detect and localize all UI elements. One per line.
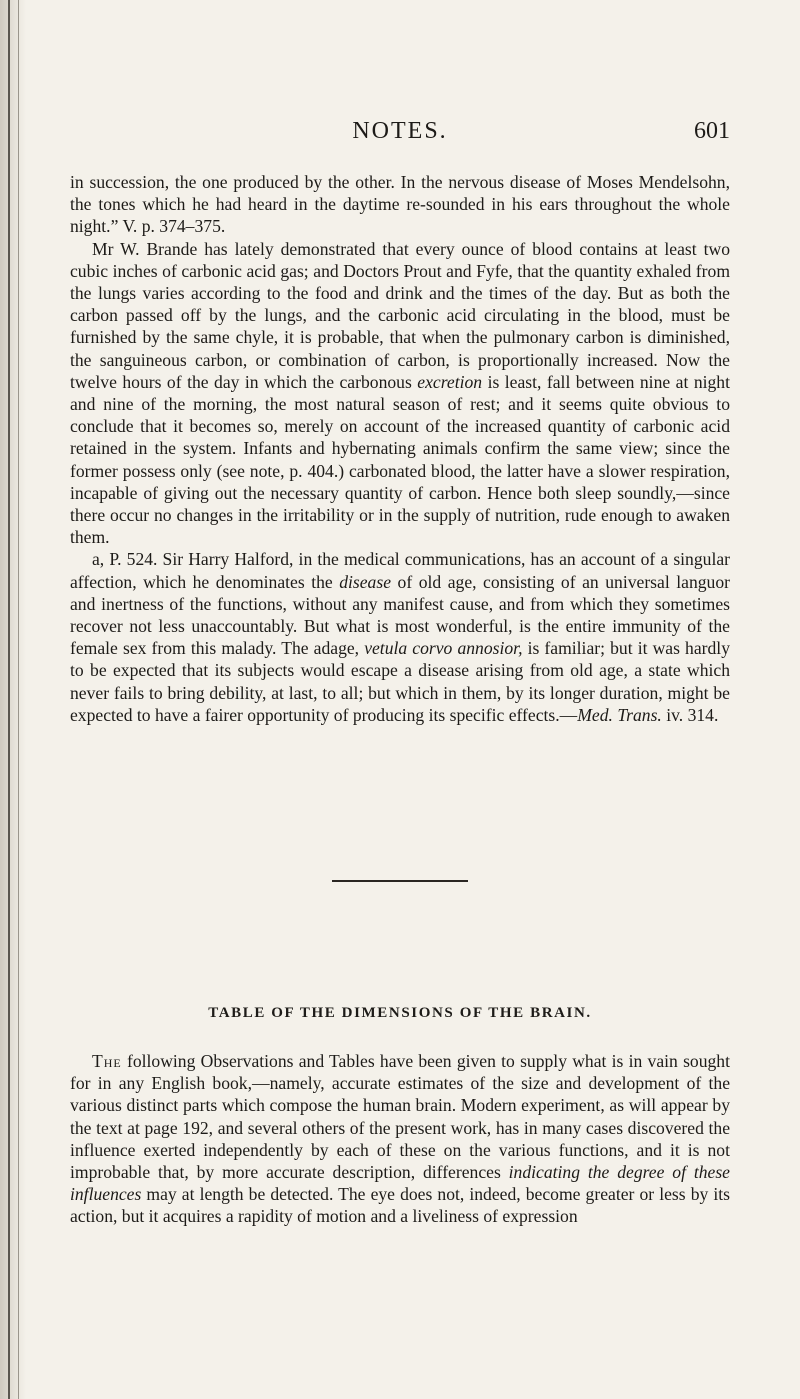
note-citation: Med. Trans. bbox=[577, 704, 662, 725]
section-divider bbox=[332, 880, 468, 882]
running-title: NOTES. bbox=[352, 118, 448, 144]
note-emphasis: excretion bbox=[417, 371, 483, 392]
binding-edge-line bbox=[8, 0, 10, 1399]
note-emphasis: disease bbox=[339, 571, 392, 592]
note-text: iv. 314. bbox=[661, 704, 719, 725]
note-paragraph-continued: in succession, the one produced by the other. In the nervous disease of Moses Mendelsohn, the tones which he had heard in the daytime re-sounded in his ears throughout the whole night.” V. p. 374–375. bbox=[70, 172, 730, 237]
section-paragraph bbox=[70, 1050, 730, 1228]
note-text: is least, fall between nine at night and nine of the morning, the most natural season of rest; and it seems quite obvious to conclude that it becomes so, merely on account of the increased quantity of carbonic acid retained in the system. Infants and hybernating animals confirm the same view; since the former possess only (see note, p. 404.) carbonated blood, the latter have a slower respiration, incapable of giving out the necessary quantity of carbon. Hence both sleep soundly,—since there occur no changes in the irritability or in the supply of nutrition, rude enough to awaken them. bbox=[70, 371, 730, 548]
page-header bbox=[70, 118, 730, 148]
section-text: following Observations and Tables have been given to supply what is in vain sought for in any English book,—namely, accurate estimates of the size and development of the various distinct parts which compose the human brain. Modern experiment, as will appear by the text at page 192, and several others of the present work, has in many cases discovered the influence exerted independently by each of these on the various functions, and it is not improbable that, by more accurate description, differences bbox=[70, 1051, 730, 1183]
section-lead-word: The bbox=[92, 1051, 122, 1071]
notes-body bbox=[70, 171, 730, 726]
section-text: may at length be detected. The eye does not, indeed, become greater or less by its action, but it acquires a rapidity of motion and a liveliness of expression bbox=[70, 1184, 730, 1227]
section-emphasis: indicating the degree of these influences bbox=[70, 1162, 730, 1205]
note-text: a, P. 524. Sir Harry Halford, in the medical communications, has an account of a singular affection, which he denominates the bbox=[70, 549, 730, 592]
page-binding-shadow bbox=[0, 0, 26, 1399]
note-paragraph-halford bbox=[70, 548, 730, 726]
note-paragraph-brande bbox=[70, 238, 730, 549]
section-body bbox=[70, 1050, 730, 1228]
note-text: of old age, consisting of an universal languor and inertness of the functions, without any manifest cause, and from which they sometimes recover not less unaccountably. But what is most wonderful, is the entire immunity of the female sex from this malady. The adage, bbox=[70, 571, 730, 659]
section-heading: TABLE OF THE DIMENSIONS OF THE BRAIN. bbox=[208, 1005, 592, 1021]
note-text: Mr W. Brande has lately demonstrated that every ounce of blood contains at least two cubic inches of carbonic acid gas; and Doctors Prout and Fyfe, that the quantity exhaled from the lungs varies according to the food and drink and the times of the day. But as both the carbon passed off by the lungs, and the carbonic acid circulating in the blood, must be furnished by the same chyle, it is probable, that when the pulmonary carbon is diminished, the sanguineous carbon, or combination of carbon, is proportionally increased. Now the twelve hours of the day in which the carbonous bbox=[70, 238, 730, 392]
page-number: 601 bbox=[694, 118, 730, 144]
note-emphasis: vetula corvo annosior, bbox=[364, 638, 523, 659]
binding-edge-line-secondary bbox=[18, 0, 19, 1399]
note-text: is familiar; but it was hardly to be expected that its subjects would escape a disease arising from old age, a state which never fails to bring debility, at last, to all; but which in them, by its longer duration, might be expected to have a fairer opportunity of producing its specific effects.— bbox=[70, 638, 730, 725]
